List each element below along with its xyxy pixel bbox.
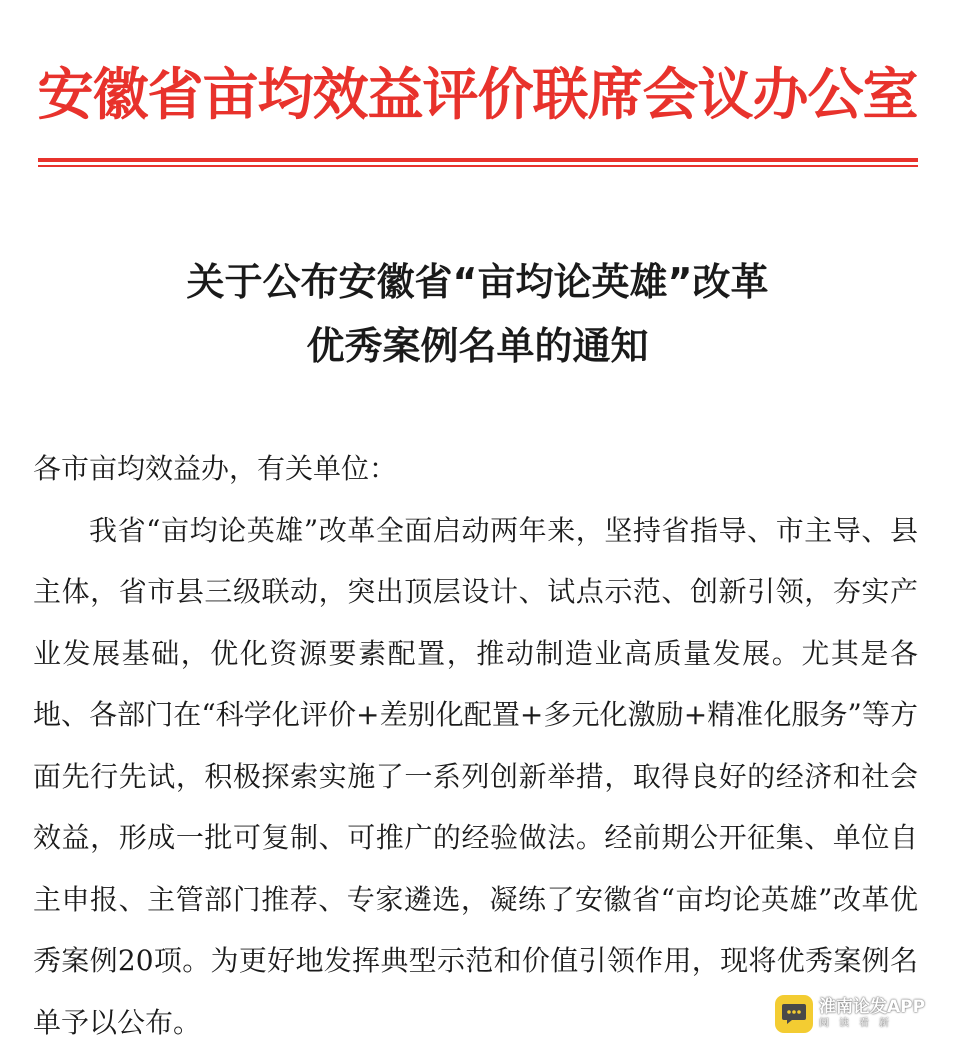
header-divider-thin: [38, 165, 918, 167]
app-watermark: [775, 990, 945, 1038]
salutation: 各市亩均效益办，有关单位：: [33, 438, 918, 500]
watermark-app-name: 淮南论发APP: [819, 997, 925, 1017]
document-title-line-2: 优秀案例名单的通知: [40, 314, 915, 378]
header-divider-thick: [38, 158, 918, 162]
issuing-office-header: 安徽省亩均效益评价联席会议办公室: [30, 48, 925, 144]
watermark-tagline: 阅读看新: [819, 1017, 925, 1031]
body-paragraph: 我省“亩均论英雄”改革全面启动两年来，坚持省指导、市主导、县主体，省市县三级联动，突出顶层设计、试点示范、创新引领，夯实产业发展基础，优化资源要素配置，推动制造业高质量发展。尤其是各地、各部门在“科学化评价+差别化配置+多元化激励+精准化服务”等方面先行先试，积极探索实施了一系列创新举措，取得良好的经济和社会效益，形成一批可复制、可推广的经验做法。经前期公开征集、单位自主申报、主管部门推荐、专家遴选，凝练了安徽省“亩均论英雄”改革优秀案例20项。为更好地发挥典型示范和价值引领作用，现将优秀案例名单予以公布。: [33, 500, 918, 1053]
watermark-text: [819, 997, 925, 1031]
chat-bubble-icon: [775, 995, 813, 1033]
document-title: [40, 250, 915, 378]
document-title-line-1: 关于公布安徽省“亩均论英雄”改革: [40, 250, 915, 314]
document-body: [33, 438, 918, 1053]
